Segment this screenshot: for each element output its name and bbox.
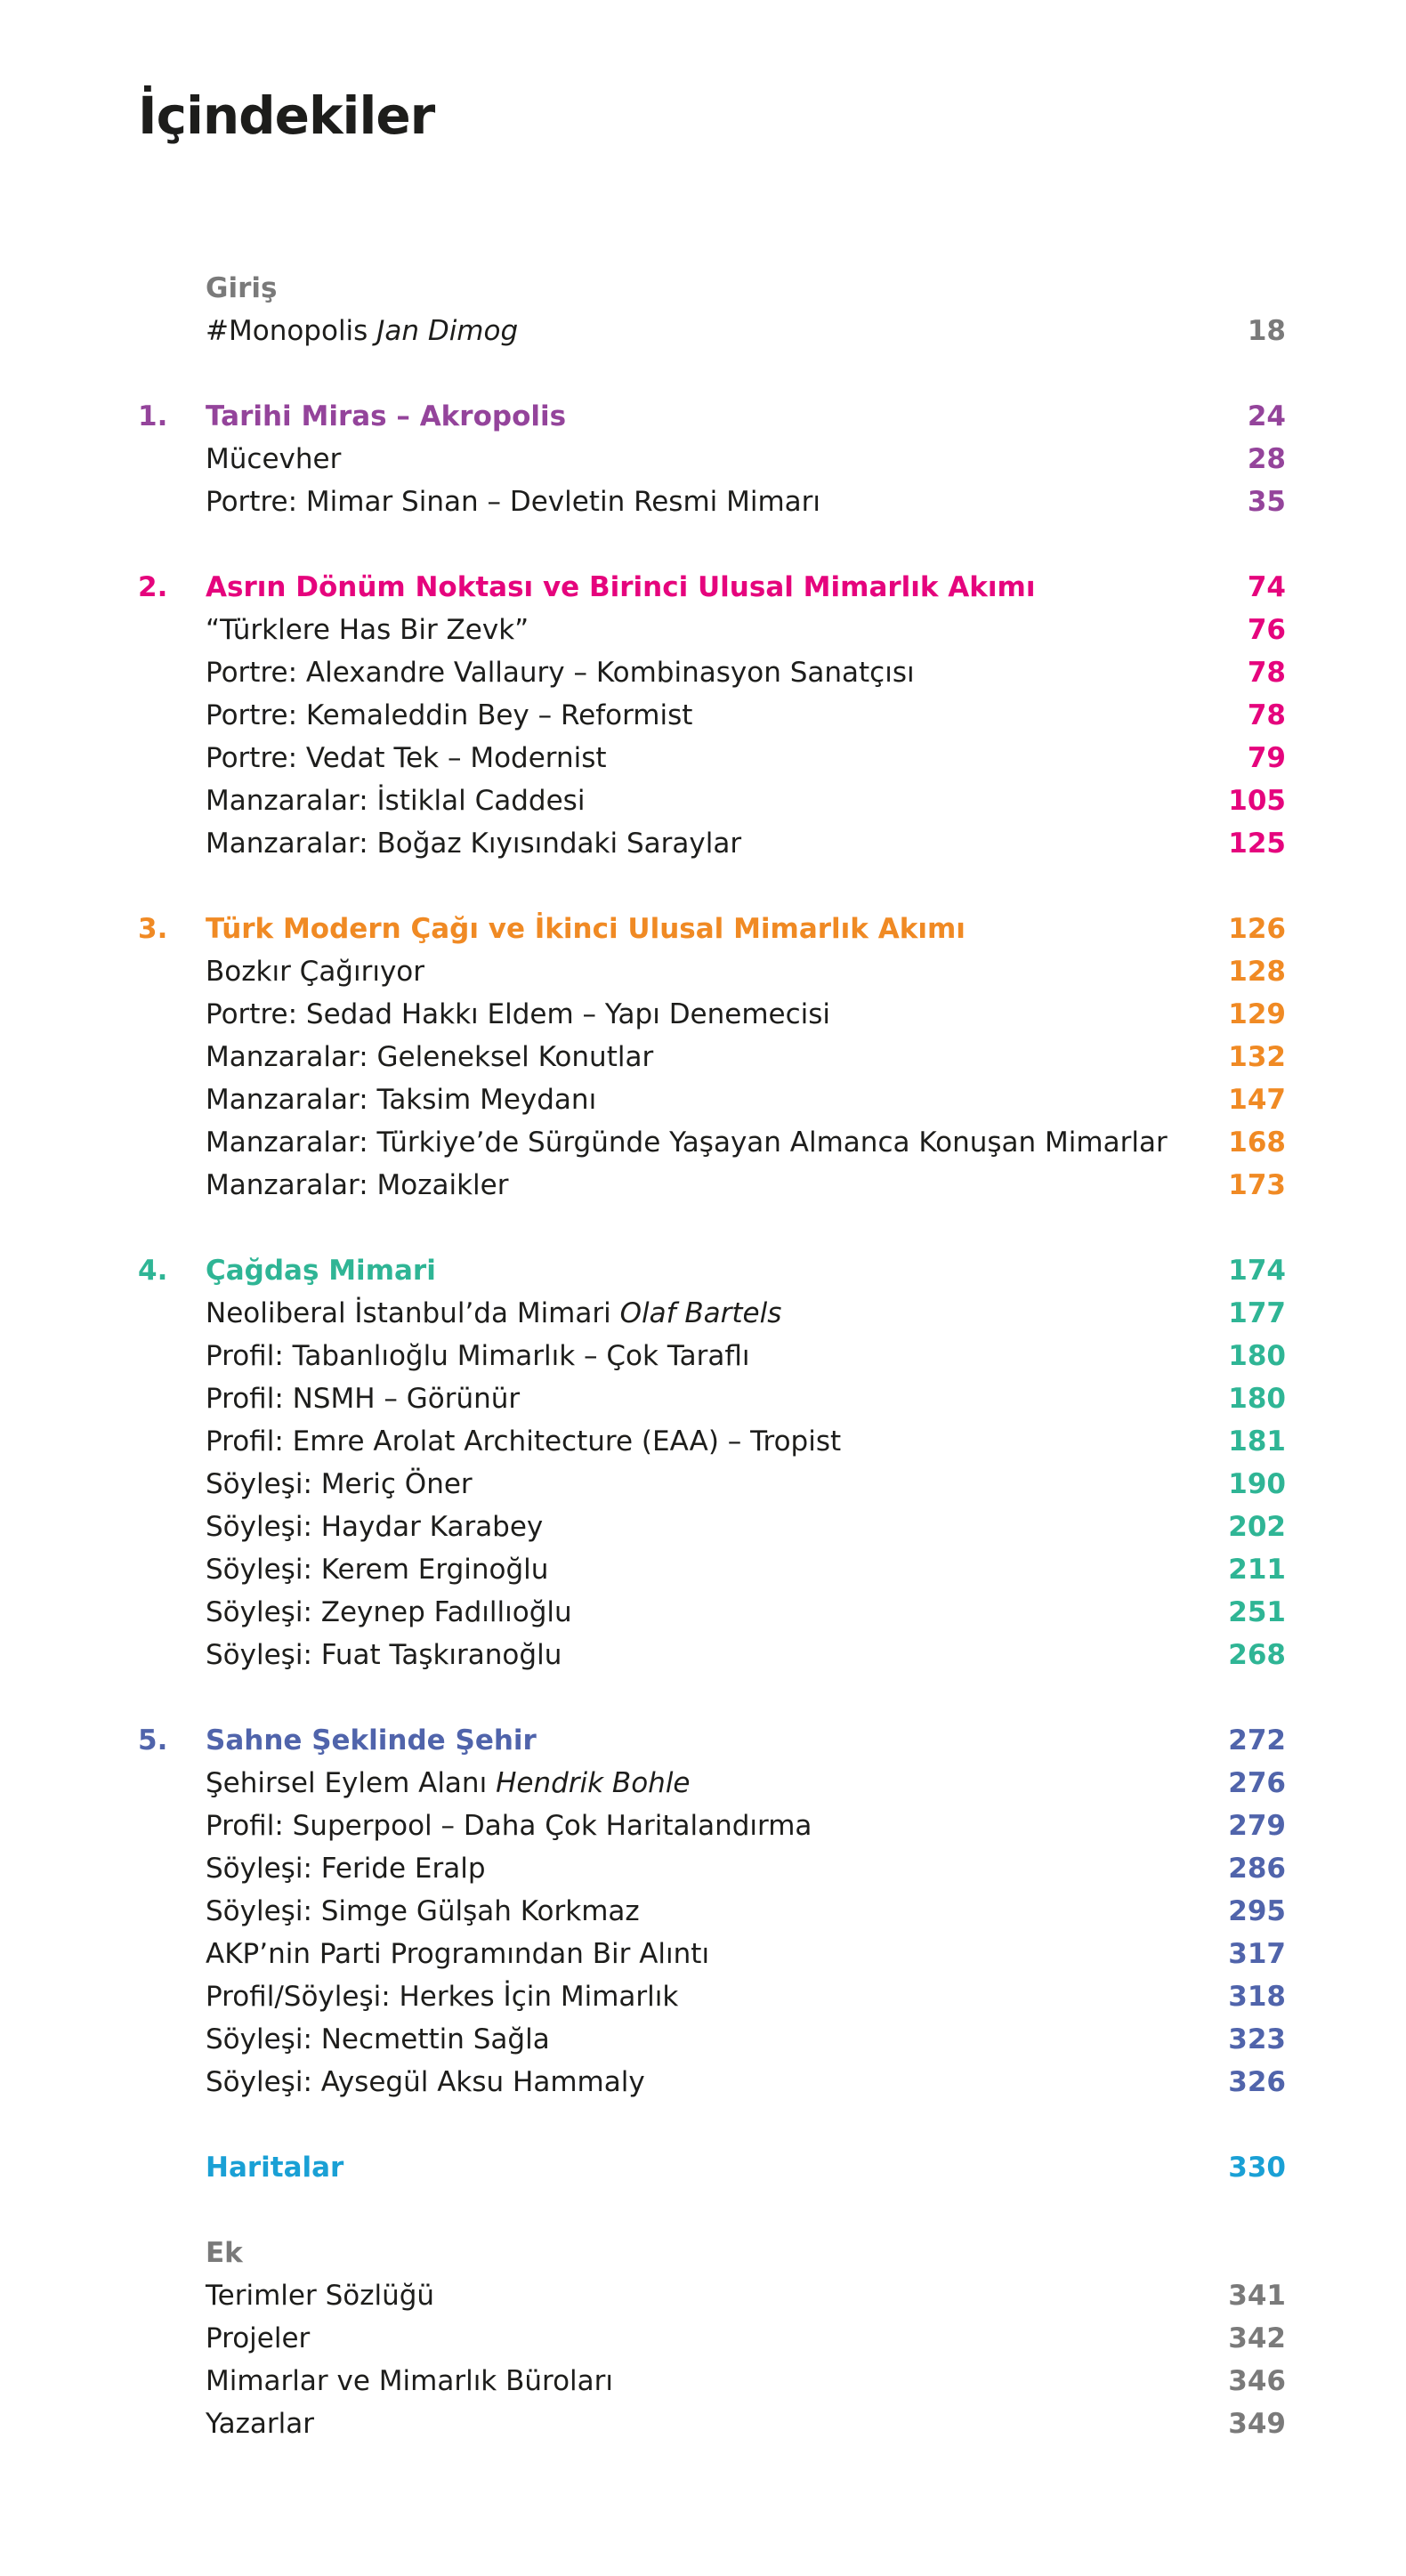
entry-page-number: 76 [1247,614,1286,646]
section-heading-row[interactable] [138,2146,1286,2189]
section-page-number: 330 [1228,2152,1286,2184]
section-page-number: 272 [1228,1724,1286,1756]
entry-title: Manzaralar: Taksim Meydanı [206,1084,597,1116]
entry-title: Söyleşi: Fuat Taşkıranoğlu [206,1639,562,1671]
section-heading-row[interactable] [138,566,1286,609]
section-heading-row[interactable] [138,1719,1286,1762]
entry-page-number: 317 [1228,1938,1286,1970]
entry-page-number: 276 [1228,1767,1286,1799]
page-title: İçindekiler [138,85,435,146]
entry-title-wrap [206,737,607,779]
entry-title: Mimarlar ve Mimarlık Büroları [206,2365,614,2397]
entry-page-number: 128 [1228,956,1286,988]
entry-title: Söyleşi: Haydar Karabey [206,1511,544,1543]
entry-title-wrap [206,2317,310,2360]
entry-title-wrap [206,1890,640,1933]
toc-entry[interactable] [138,1036,1286,1078]
section-heading: Haritalar [206,2152,344,2184]
section-page-number: 174 [1228,1255,1286,1287]
entry-title-wrap [206,1506,543,1548]
toc-entry[interactable] [138,310,1286,352]
entry-page-number: 125 [1228,828,1286,860]
toc-entry[interactable] [138,651,1286,694]
entry-title-wrap [206,2360,613,2402]
entry-title: Projeler [206,2322,311,2354]
toc-entry[interactable] [138,1805,1286,1847]
entry-page-number: 190 [1228,1468,1286,1500]
entry-page-number: 286 [1228,1853,1286,1885]
entry-title-wrap [206,1164,509,1207]
entry-title: Profil/Söyleşi: Herkes İçin Mimarlık [206,1981,679,2013]
entry-title: Profil: Tabanlıoğlu Mimarlık – Çok Taraflı [206,1340,750,1372]
toc-entry[interactable] [138,1463,1286,1506]
toc-section [138,1249,1286,1676]
section-heading-row[interactable] [138,267,1286,310]
entry-title: Portre: Sedad Hakkı Eldem – Yapı Denemecisi [206,998,831,1030]
toc-section [138,2232,1286,2445]
entry-page-number: 202 [1228,1511,1286,1543]
entry-title-wrap [206,1548,548,1591]
entry-title: #Monopolis [206,315,368,347]
entry-title: Manzaralar: Mozaikler [206,1169,509,1201]
entry-title-wrap [206,1975,678,2018]
toc-entry[interactable] [138,1975,1286,2018]
entry-title-wrap [206,2274,434,2317]
toc-entry[interactable] [138,993,1286,1036]
section-heading: Sahne Şeklinde Şehir [206,1724,537,1756]
entry-title: Portre: Vedat Tek – Modernist [206,742,607,774]
toc-entry[interactable] [138,2061,1286,2104]
entry-title-wrap [206,1377,520,1420]
entry-page-number: 18 [1247,315,1286,347]
toc-section [138,1719,1286,2104]
section-number: 2. [138,571,168,603]
section-number: 1. [138,400,168,432]
section-heading-row[interactable] [138,2232,1286,2274]
entry-page-number: 268 [1228,1639,1286,1671]
entry-page-number: 342 [1228,2322,1286,2354]
entry-title: Profil: NSMH – Görünür [206,1383,521,1415]
entry-title: Söyleşi: Simge Gülşah Korkmaz [206,1895,640,1927]
entry-title: Söyleşi: Kerem Erginoğlu [206,1554,549,1586]
entry-title: Portre: Kemaleddin Bey – Reformist [206,699,693,731]
entry-title-wrap [206,1847,486,1890]
toc-entry[interactable] [138,480,1286,523]
entry-title-wrap [206,993,830,1036]
entry-title-wrap [206,1121,1168,1164]
table-of-contents [138,267,1286,2488]
entry-title: Neoliberal İstanbul’da Mimari [206,1297,611,1329]
entry-page-number: 79 [1247,742,1286,774]
section-heading: Ek [206,2237,243,2269]
entry-page-number: 173 [1228,1169,1286,1201]
entry-page-number: 78 [1247,657,1286,689]
entry-page-number: 251 [1228,1596,1286,1628]
toc-entry[interactable] [138,2018,1286,2061]
entry-page-number: 318 [1228,1981,1286,2013]
entry-title-wrap [206,2061,645,2104]
entry-page-number: 35 [1247,486,1286,518]
toc-entry[interactable] [138,1121,1286,1164]
entry-title-wrap [206,822,741,865]
section-heading-row[interactable] [138,1249,1286,1292]
entry-title: Söyleşi: Feride Eralp [206,1853,486,1885]
entry-page-number: 105 [1228,785,1286,817]
toc-entry[interactable] [138,609,1286,651]
toc-section [138,566,1286,865]
entry-title: Terimler Sözlüğü [206,2280,435,2312]
entry-title: AKP’nin Parti Programından Bir Alıntı [206,1938,710,1970]
entry-title-wrap [206,480,820,523]
toc-entry[interactable] [138,950,1286,993]
entry-title: “Türklere Has Bir Zevk” [206,614,529,646]
toc-entry[interactable] [138,2317,1286,2360]
toc-entry[interactable] [138,2402,1286,2445]
section-heading: Giriş [206,272,278,304]
entry-title-wrap [206,1036,653,1078]
entry-page-number: 180 [1228,1383,1286,1415]
section-heading: Çağdaş Mimari [206,1255,436,1287]
entry-title-wrap [206,1292,781,1335]
entry-page-number: 346 [1228,2365,1286,2397]
toc-entry[interactable] [138,737,1286,779]
entry-title: Yazarlar [206,2408,315,2440]
section-page-number: 126 [1228,913,1286,945]
entry-title-wrap [206,1933,709,1975]
entry-page-number: 181 [1228,1425,1286,1458]
entry-page-number: 295 [1228,1895,1286,1927]
entry-title-wrap [206,2402,314,2445]
entry-title-wrap [206,779,585,822]
toc-entry[interactable] [138,1548,1286,1591]
toc-section [138,2146,1286,2189]
toc-section [138,267,1286,352]
entry-page-number: 78 [1247,699,1286,731]
section-page-number: 74 [1247,571,1286,603]
toc-entry[interactable] [138,1890,1286,1933]
entry-title-wrap [206,310,518,352]
entry-title: Söyleşi: Meriç Öner [206,1468,473,1500]
entry-title: Söyleşi: Necmettin Sağla [206,2023,550,2055]
toc-entry[interactable] [138,1762,1286,1805]
toc-entry[interactable] [138,694,1286,737]
toc-entry[interactable] [138,1506,1286,1548]
section-page-number: 24 [1247,400,1286,432]
entry-page-number: 341 [1228,2280,1286,2312]
entry-title: Profil: Superpool – Daha Çok Haritalandırma [206,1810,812,1842]
entry-title: Portre: Alexandre Vallaury – Kombinasyon Sanatçısı [206,657,915,689]
toc-entry[interactable] [138,1377,1286,1420]
entry-title: Manzaralar: Türkiye’de Sürgünde Yaşayan Almanca Konuşan Mimarlar [206,1126,1168,1159]
entry-title: Şehirsel Eylem Alanı [206,1767,488,1799]
toc-entry[interactable] [138,1420,1286,1463]
entry-author: Hendrik Bohle [496,1767,691,1799]
entry-page-number: 132 [1228,1041,1286,1073]
entry-title-wrap [206,609,529,651]
section-number: 4. [138,1255,168,1287]
entry-page-number: 180 [1228,1340,1286,1372]
entry-title-wrap [206,438,341,480]
toc-entry[interactable] [138,1933,1286,1975]
entry-title: Portre: Mimar Sinan – Devletin Resmi Mimarı [206,486,821,518]
entry-author: Olaf Bartels [619,1297,782,1329]
entry-page-number: 211 [1228,1554,1286,1586]
toc-section [138,395,1286,523]
entry-title: Söyleşi: Aysegül Aksu Hammaly [206,2066,645,2098]
section-heading: Asrın Dönüm Noktası ve Birinci Ulusal Mimarlık Akımı [206,571,1036,603]
entry-title-wrap [206,1463,473,1506]
toc-entry[interactable] [138,1847,1286,1890]
entry-title-wrap [206,1762,691,1805]
entry-title: Söyleşi: Zeynep Fadıllıoğlu [206,1596,572,1628]
entry-title: Profil: Emre Arolat Architecture (EAA) – Tropist [206,1425,842,1458]
section-number: 5. [138,1724,168,1756]
entry-title-wrap [206,1591,572,1634]
entry-page-number: 168 [1228,1126,1286,1159]
entry-title-wrap [206,950,424,993]
entry-title-wrap [206,651,915,694]
entry-title-wrap [206,1805,812,1847]
section-heading-row[interactable] [138,908,1286,950]
entry-author: Jan Dimog [376,315,519,347]
entry-page-number: 279 [1228,1810,1286,1842]
entry-page-number: 28 [1247,443,1286,475]
toc-entry[interactable] [138,1292,1286,1335]
entry-title: Mücevher [206,443,342,475]
toc-entry[interactable] [138,438,1286,480]
toc-entry[interactable] [138,2274,1286,2317]
entry-page-number: 326 [1228,2066,1286,2098]
entry-title-wrap [206,2018,550,2061]
entry-title-wrap [206,1634,562,1676]
toc-entry[interactable] [138,822,1286,865]
section-heading-row[interactable] [138,395,1286,438]
entry-page-number: 349 [1228,2408,1286,2440]
entry-title-wrap [206,694,692,737]
toc-entry[interactable] [138,2360,1286,2402]
entry-page-number: 129 [1228,998,1286,1030]
entry-title-wrap [206,1335,750,1377]
section-heading: Tarihi Miras – Akropolis [206,400,567,432]
section-heading: Türk Modern Çağı ve İkinci Ulusal Mimarlık Akımı [206,913,966,945]
toc-entry[interactable] [138,779,1286,822]
entry-page-number: 177 [1228,1297,1286,1329]
entry-page-number: 147 [1228,1084,1286,1116]
entry-title: Manzaralar: İstiklal Caddesi [206,785,586,817]
toc-entry[interactable] [138,1164,1286,1207]
toc-section [138,908,1286,1207]
entry-title: Manzaralar: Geleneksel Konutlar [206,1041,654,1073]
entry-title: Bozkır Çağırıyor [206,956,425,988]
entry-page-number: 323 [1228,2023,1286,2055]
entry-title-wrap [206,1420,841,1463]
section-number: 3. [138,913,168,945]
entry-title-wrap [206,1078,596,1121]
toc-entry[interactable] [138,1591,1286,1634]
toc-entry[interactable] [138,1335,1286,1377]
toc-entry[interactable] [138,1078,1286,1121]
toc-entry[interactable] [138,1634,1286,1676]
entry-title: Manzaralar: Boğaz Kıyısındaki Saraylar [206,828,742,860]
